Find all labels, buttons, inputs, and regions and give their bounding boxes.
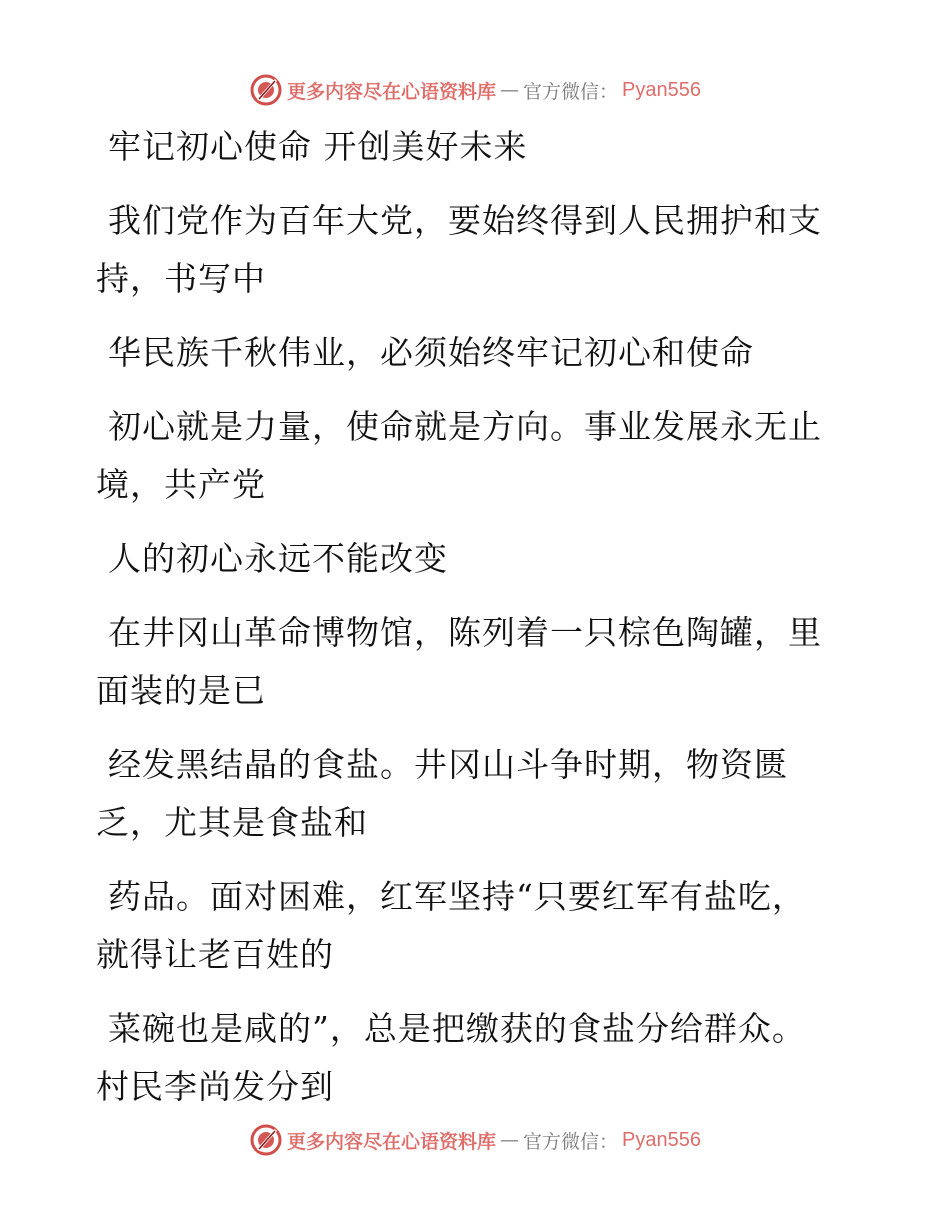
pen-seal-logo-icon [249, 1123, 283, 1157]
banner-inner [249, 1123, 701, 1157]
paragraph-line: 面装的是已 [96, 671, 266, 710]
banner-site-text: 更多内容尽在心语资料库 [287, 1130, 497, 1153]
spacer [96, 176, 836, 192]
spacer [96, 588, 836, 604]
paragraph-line: 村民李尚发分到 [96, 1067, 334, 1106]
banner-official-label: 官方微信： [523, 80, 619, 103]
paragraph-line: 菜碗也是咸的”，总是把缴获的食盐分给群众。 [108, 1009, 806, 1048]
banner-inner [249, 73, 701, 107]
document-title: 牢记初心使命 开创美好未来 [108, 127, 528, 166]
paragraph-line: 就得让老百姓的 [96, 935, 334, 974]
footer-watermark-banner [0, 1120, 950, 1160]
banner-wechat-id: Pyan556 [622, 78, 701, 101]
pen-seal-logo-icon [249, 73, 283, 107]
paragraph-line: 在井冈山革命博物馆，陈列着一只棕色陶罐，里 [108, 613, 822, 652]
banner-wechat-id: Pyan556 [622, 1128, 701, 1151]
spacer [96, 382, 836, 398]
spacer [96, 720, 836, 736]
paragraph-line: 初心就是力量，使命就是方向。事业发展永无止 [108, 407, 822, 446]
paragraph-line: 经发黑结晶的食盐。井冈山斗争时期，物资匮 [108, 745, 788, 784]
paragraph-line: 华民族千秋伟业，必须始终牢记初心和使命 [108, 333, 754, 372]
header-watermark-banner [0, 70, 950, 110]
paragraph-line: 乏，尤其是食盐和 [96, 803, 368, 842]
paragraph-line: 人的初心永远不能改变 [108, 539, 448, 578]
paragraph-line: 持，书写中 [96, 259, 266, 298]
banner-official-label: 官方微信： [523, 1130, 619, 1153]
spacer [96, 852, 836, 868]
paragraph-line: 境，共产党 [96, 465, 266, 504]
spacer [96, 514, 836, 530]
banner-dash: — [500, 79, 520, 101]
paragraph-line: 我们党作为百年大党，要始终得到人民拥护和支 [108, 201, 822, 240]
banner-dash: — [500, 1129, 520, 1151]
spacer [96, 308, 836, 324]
spacer [96, 984, 836, 1000]
document-body [96, 118, 836, 1116]
banner-site-text: 更多内容尽在心语资料库 [287, 80, 497, 103]
paragraph-line: 药品。面对困难，红军坚持“只要红军有盐吃， [108, 877, 806, 916]
